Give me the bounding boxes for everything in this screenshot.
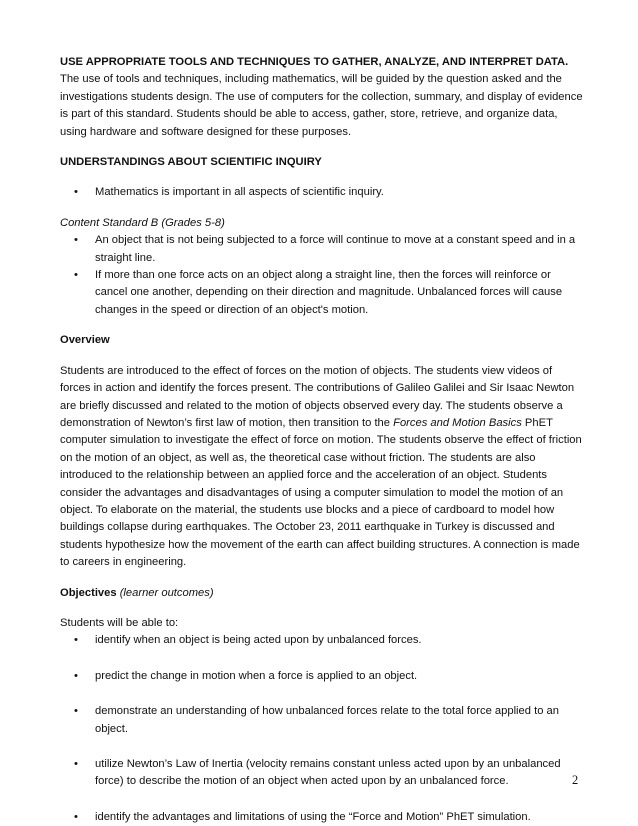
standard-b-heading: Content Standard B (Grades 5-8) <box>60 216 225 229</box>
bullet-icon: • <box>74 669 78 682</box>
bullet-icon: • <box>74 269 78 282</box>
list-item: • identify the advantages and limitations of using the “Force and Motion” PhET simulation. <box>60 809 585 826</box>
bullet-icon: • <box>74 705 78 718</box>
inquiry-heading: UNDERSTANDINGS ABOUT SCIENTIFIC INQUIRY <box>60 156 322 169</box>
bullet-icon: • <box>74 758 78 770</box>
objectives-intro: Students will be able to: <box>60 616 179 629</box>
list-item: • predict the change in motion when a force is applied to an object. <box>60 668 585 685</box>
list-item: • utilize Newton’s Law of Inertia (velocity remains constant unless acted upon by an unbalanced force) to describe the motion of an object when acted upon by an unbalanced force. <box>74 758 561 788</box>
bullet-icon: • <box>74 810 78 823</box>
list-item: • An object that is not being subjected to a force will continue to move at a constant speed and in a straight line. <box>74 234 576 264</box>
objectives-subheading: (learner outcomes) <box>116 586 214 599</box>
bullet-icon: • <box>74 186 78 199</box>
bullet-icon: • <box>74 634 78 647</box>
objectives-heading-line <box>60 585 585 602</box>
list-item: • If more than one force acts on an object along a straight line, then the forces will reinforce or cancel one another, depending on their direction and magnitude. Unbalanced forces will cause changes in the speed or direction of an object's motion. <box>74 269 563 316</box>
objectives-heading: Objectives <box>60 586 117 599</box>
overview-heading: Overview <box>60 334 110 347</box>
standard-a-paragraph <box>60 54 585 141</box>
standard-a-body: The use of tools and techniques, including mathematics, will be guided by the question asked and the investigations students design. The use of computers for the collection, summary, and display of evidence is part of this standard. Students should be able to access, gather, store, retrieve, and organize data, using hardware and software designed for these purposes. <box>60 73 583 138</box>
objectives-list <box>60 632 585 826</box>
list-item: • Mathematics is important in all aspects of scientific inquiry. <box>60 184 585 201</box>
list-item: • demonstrate an understanding of how unbalanced forces relate to the total force applied to an object. <box>74 705 559 735</box>
standard-b-list <box>60 232 585 319</box>
overview-paragraph: Students are introduced to the effect of forces on the motion of objects. The students view videos of forces in action and identify the forces present. The contributions of Galileo Galilei and Sir Isaac Newton are briefly discussed and related to the motion of objects observed every day. The students observe a demonstration of Newton’s first law of motion, then transition to the Forces and Motion Basics PhET computer simulation to investigate the effect of force on motion. The students observe the effect of friction on the motion of an object, as well as, the theoretical case without friction. The students are also introduced to the relationship between an applied force and the acceleration of an object. Students consider the advantages and disadvantages of using a computer simulation to model the motion of an object. To elaborate on the material, the students use blocks and a piece of cardboard to model how buildings collapse during earthquakes. The October 23, 2011 earthquake in Turkey is discussed and students hypothesize how the movement of the earth can affect building structures. A connection is made to careers in engineering. <box>60 364 582 569</box>
inquiry-list <box>60 184 585 201</box>
list-item: • identify when an object is being acted upon by unbalanced forces. <box>60 632 585 649</box>
page-number: 2 <box>572 773 579 787</box>
bullet-icon: • <box>74 234 78 247</box>
document-page <box>60 54 585 826</box>
standard-a-heading: USE APPROPRIATE TOOLS AND TECHNIQUES TO GATHER, ANALYZE, AND INTERPRET DATA. <box>60 56 569 68</box>
